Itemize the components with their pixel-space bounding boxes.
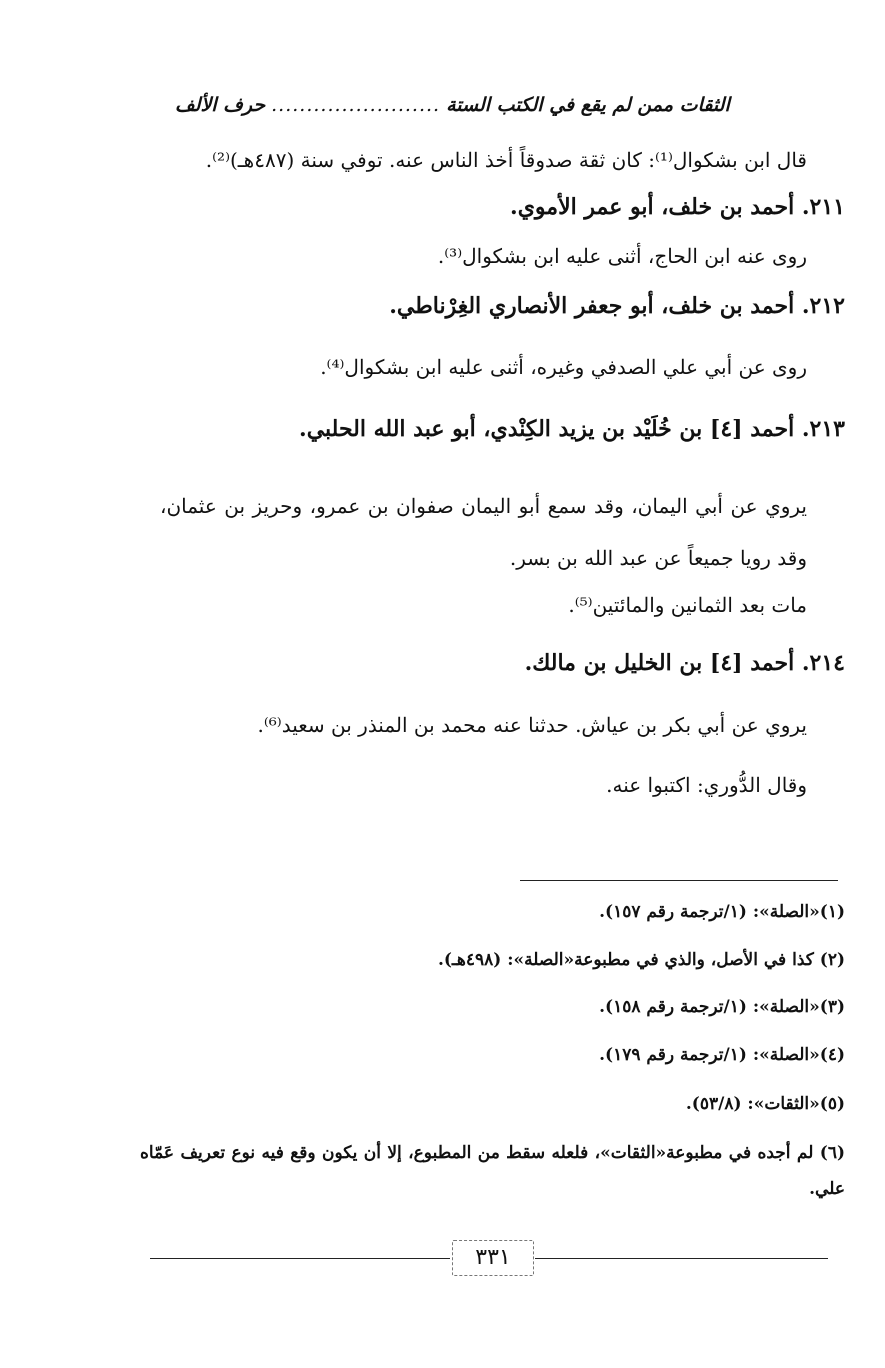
entry-213-text: يروي عن أبي اليمان، وقد سمع أبو اليمان صفوان بن عمرو، وحريز بن عثمان، وقد رويا جميعاً عن عبد الله بن بسر. <box>160 494 807 570</box>
footnote-separator <box>520 880 838 881</box>
entry-211-text: روى عنه ابن الحاج، أثنى عليه ابن بشكوال⁽³⁾. <box>437 244 807 268</box>
entry-211-heading: ٢١١. أحمد بن خلف، أبو عمر الأموي. <box>510 194 845 220</box>
footnote-3: (٣)«الصلة»: (١/ترجمة رقم ١٥٨). <box>599 997 845 1017</box>
footnote-1: (١)«الصلة»: (١/ترجمة رقم ١٥٧). <box>599 902 845 922</box>
footnote-4: (٤)«الصلة»: (١/ترجمة رقم ١٧٩). <box>599 1045 845 1065</box>
page-number: ٣٣١ <box>452 1240 534 1276</box>
footer-rule-left <box>150 1258 450 1259</box>
running-header <box>175 88 845 116</box>
entry-210-note: قال ابن بشكوال⁽¹⁾: كان ثقة صدوقاً أخذ الناس عنه. توفي سنة (٤٨٧هـ)⁽²⁾. <box>205 148 807 172</box>
entry-212-heading: ٢١٢. أحمد بن خلف، أبو جعفر الأنصاري الغِرْناطي. <box>389 293 845 319</box>
footnote-5: (٥)«الثقات»: (٥٣/٨). <box>685 1094 845 1114</box>
footnote-6: (٦) لم أجده في مطبوعة«الثقات»، فلعله سقط من المطبوع، إلا أن يكون وقع فيه نوع تعريف عَمّاه علي. <box>140 1143 845 1199</box>
entry-214-heading: ٢١٤. أحمد [٤] بن الخليل بن مالك. <box>524 650 845 676</box>
entry-213-heading: ٢١٣. أحمد [٤] بن خُلَيْد بن يزيد الكِنْدي، أبو عبد الله الحلبي. <box>299 416 845 442</box>
header-chapter: حرف الألف <box>175 94 266 116</box>
footnote-2: (٢) كذا في الأصل، والذي في مطبوعة«الصلة»: (٤٩٨هـ). <box>437 950 845 970</box>
entry-214-duri: وقال الدُّوري: اكتبوا عنه. <box>606 773 807 797</box>
header-book-title: الثقات ممن لم يقع في الكتب الستة <box>446 94 730 116</box>
footer-rule-right <box>535 1258 828 1259</box>
entry-214-text: يروي عن أبي بكر بن عياش. حدثنا عنه محمد بن المنذر بن سعيد⁽⁶⁾. <box>257 713 807 737</box>
entry-212-text: روى عن أبي علي الصدفي وغيره، أثنى عليه ابن بشكوال⁽⁴⁾. <box>320 355 807 379</box>
header-dots: ........................ <box>271 94 441 116</box>
entry-213-death: مات بعد الثمانين والمائتين⁽⁵⁾. <box>568 593 807 617</box>
